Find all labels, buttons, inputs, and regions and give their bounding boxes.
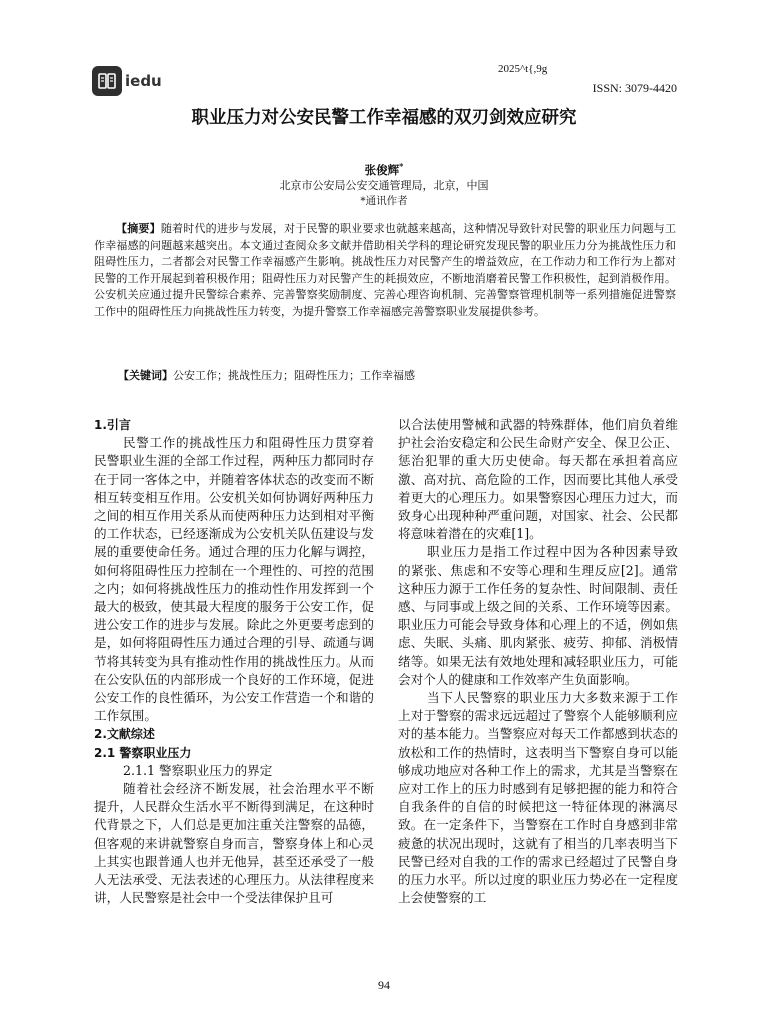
subsection-heading-police-stress: 2.1 警察职业压力 xyxy=(94,745,192,760)
paragraph-definition-start: 随着社会经济不断发展，社会治理水平不断提升，人民群众生活水平不断得到满足，在这种时代背景之下，人们总是更加注重关注警察的品德，但客观的来讲就警察自身而言，警察身体上和心灵上其实也跟普通人也并无他异，甚至还承受了一般人无法承受、无法表述的心理压力。从法律程度来讲，人民警察是社会中一个受法律保护且可 xyxy=(94,781,374,906)
affiliation: 北京市公安局公安交通管理局，北京，中国 xyxy=(279,179,489,192)
author-line xyxy=(0,161,768,178)
paragraph-introduction: 民警工作的挑战性压力和阻碍性压力贯穿着民警职业生涯的全部工作过程，两种压力都同时存在于同一客体之中，并随着客体状态的改变而不断相互转变相互作用。公安机关如何协调好两种压力之间的相互作用关系从而使两种压力达到相对平衡的工作状态，已经逐渐成为公安机关队伍建设与发展的重要使命任务。通过合理的压力化解与调控，如何将阻碍性压力控制在一个理性的、可控的范围之内；如何将挑战性压力的推动性作用发挥到一个最大的极致，使其最大程度的服务于公安工作，促进公安工作的进步与发展。除此之外更要考虑到的是，如何将阻碍性压力通过合理的引导、疏通与调节将其转变为具有推动性作用的挑战性压力。从而在公安队伍的内部形成一个良好的工作环境，促进公安工作的良性循环，为公安工作营造一个和谐的工作氛围。 xyxy=(94,435,374,724)
left-column xyxy=(94,416,374,907)
issue-info: 2025^t{,9g xyxy=(498,63,548,75)
issn: ISSN: 3079-4420 xyxy=(592,81,677,95)
page-number: 94 xyxy=(378,978,390,992)
abstract-text: 随着时代的进步与发展，对于民警的职业要求也就越来越高，这种情况导致针对民警的职业压力问题与工作幸福感的问题越来越突出。本文通过查阅众多文献并借助相关学科的理论研究发现民警的职业压力分为挑战性压力和阻碍性压力，二者都会对民警工作幸福感产生影响。挑战性压力对民警产生的增益效应，在工作动力和工作行为上都对民警的工作开展起到着积极作用；阻碍性压力对民警产生的耗损效应，不断地消磨着民警工作积极性，起到消极作用。公安机关应通过提升民警综合素养、完善警察奖励制度、完善心理咨询机制、完善警察管理机制等一系列措施促进警察工作中的阻碍性压力向挑战性压力转变，为提升警察工作幸福感完善警察职业发展提供参考。 xyxy=(94,222,677,318)
paragraph-occupational-stress: 职业压力是指工作过程中因为各种因素导致的紧张、焦虑和不安等心理和生理反应[2]。通常这种压力源于工作任务的复杂性、时间限制、责任感、与同事或上级之间的关系、工作环境等因素。职业压力可能会导致身体和心理上的不适，例如焦虑、失眠、头痛、肌肉紧张、疲劳、抑郁、消极情绪等。如果无法有效地处理和减轻职业压力，可能会对个人的健康和工作效率产生负面影响。 xyxy=(398,544,678,687)
paragraph-current-situation: 当下人民警察的职业压力大多数来源于工作上对于警察的需求远远超过了警察个人能够顺利应对的基本能力。当警察应对每天工作都感到状态的放松和工作的热情时，这表明当下警察自身可以能够成功地应对各种工作上的需求，尤其是当警察在应对工作上的压力时感到有足够把握的能力和符合自我条件的自信的时候把这一特征体现的淋漓尽致。在一定条件下，当警察在工作时自身感到非常疲惫的状况出现时，这就有了相当的几率表明当下民警已经对自我的工作的需求已经超过了民警自身的压力水平。所以过度的职业压力势必在一定程度上会使警察的工 xyxy=(398,690,678,906)
abstract-label: 【摘要】 xyxy=(116,222,161,235)
keywords-text: 公安工作；挑战性压力；阻碍性压力；工作幸福感 xyxy=(173,369,415,382)
section-heading-introduction: 1.引言 xyxy=(94,418,131,432)
right-column xyxy=(398,416,678,907)
paper-title: 职业压力对公安民警工作幸福感的双刃剑效应研究 xyxy=(191,108,577,128)
subsubsection-heading-definition: 2.1.1 警察职业压力的界定 xyxy=(122,762,273,778)
corresponding-note: *通讯作者 xyxy=(360,195,408,207)
journal-logo xyxy=(92,66,162,96)
author-name: 张俊辉 xyxy=(364,162,400,177)
paragraph-continued: 以合法使用警械和武器的特殊群体，他们肩负着维护社会治安稳定和公民生命财产安全、保卫公正、惩治犯罪的重大历史使命。每天都在承担着高应激、高对抗、高危险的工作，因而要比其他人承受着更大的心理压力。如果警察因心理压力过大，而致身心出现种种严重问题，对国家、社会、公民都将意味着潜在的灾难[1]。 xyxy=(398,417,678,542)
abstract xyxy=(94,221,676,320)
book-icon xyxy=(92,66,122,96)
section-heading-literature-review: 2.文献综述 xyxy=(94,727,155,742)
keywords xyxy=(118,367,415,383)
author-mark: * xyxy=(399,161,404,171)
keywords-label: 【关键词】 xyxy=(118,369,173,382)
logo-text: iedu xyxy=(125,72,162,90)
